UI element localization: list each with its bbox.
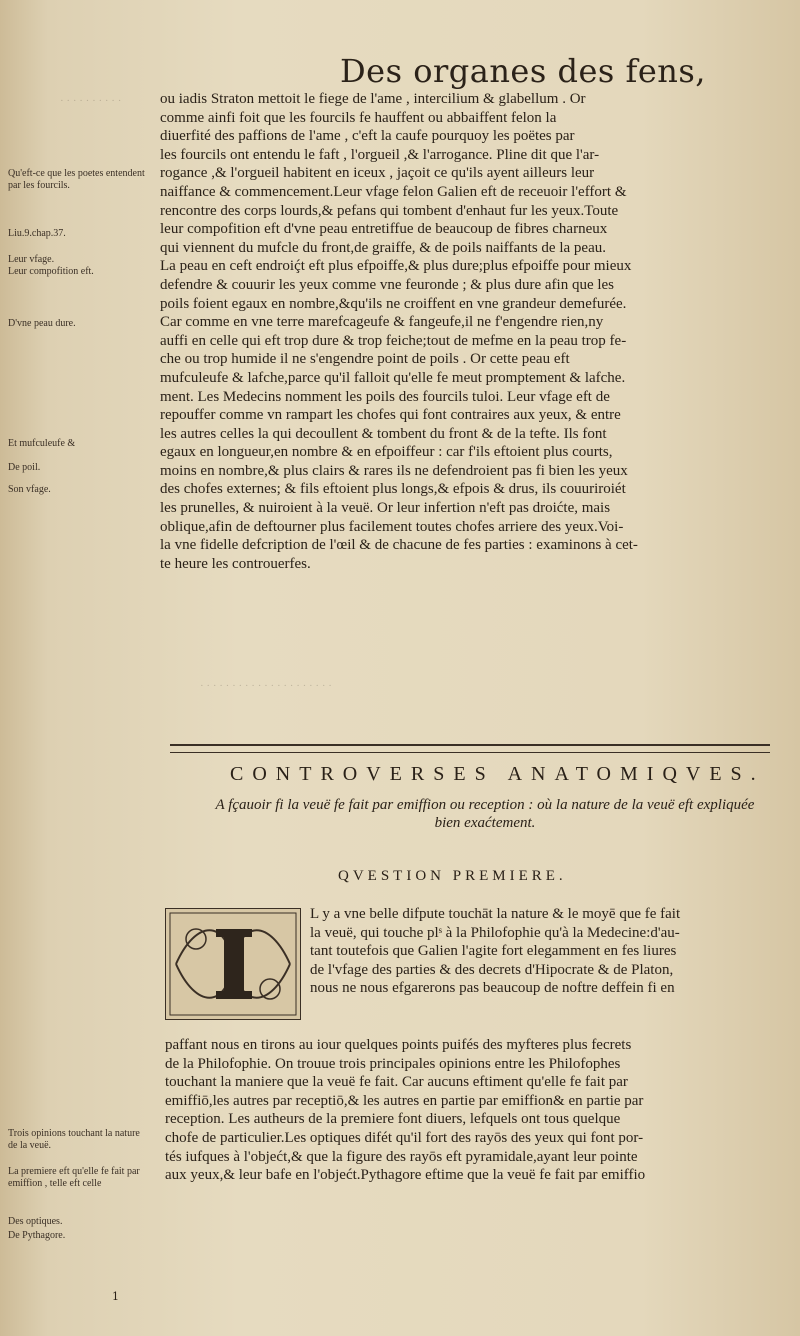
text-line: ou iadis Straton mettoit le fiege de l'ame , intercilium & glabellum . Or xyxy=(160,91,586,107)
margin-note: Leur compofition eft. xyxy=(8,266,94,277)
text-line: oblique,afin de deftourner plus facilement toutes chofes arriere des yeux.Voi- xyxy=(160,518,624,535)
bleed-through-text: · · · · · · · · · · xyxy=(60,95,122,107)
ornament-icon xyxy=(166,909,300,1019)
margin-note: Et mufculeufe & xyxy=(8,438,76,449)
text-line: comme ainfi foit que les fourcils fe hauffent ou abbaiffent felon la xyxy=(160,109,557,126)
text-line: egaux en longueur,en nombre & en efpoiffeur : car f'ils eftoient plus courts, xyxy=(160,444,613,461)
margin-note: De poil. xyxy=(8,462,41,473)
section-rule xyxy=(170,744,770,746)
main-text-block xyxy=(160,90,790,573)
section-subtitle: A fçauoir fi la veuë fe fait par emiffion ou reception : où la nature de la veuë eft expliquée bien exaćtement. xyxy=(215,797,755,831)
text-line: Car comme en vne terre marefcageufe & fangeufe,il ne f'engendre rien,ny xyxy=(160,314,604,331)
question-indented-text xyxy=(310,905,785,998)
text-line: te heure les controuerfes. xyxy=(160,555,311,572)
decorated-initial xyxy=(165,908,301,1020)
text-line: emiffiō,les autres par receptiō,& les autres en partie par emiffion& en partie par xyxy=(165,1092,644,1109)
section-rule xyxy=(170,752,770,753)
text-line: touchant la maniere que la veuë fe fait. Car aucuns eftiment qu'elle fe fait par xyxy=(165,1074,628,1091)
text-line: rogance ,& l'orgueil habitent en iceux , jaçoit ce qu'ils ayent ailleurs leur xyxy=(160,165,595,182)
text-line: La peau en ceft endroiḉt eft plus efpoiffe,& plus dure;plus efpoiffe pour mieux xyxy=(160,258,632,275)
question-full-text xyxy=(165,1036,790,1185)
text-line: mufculeufe & lafche,parce qu'il falloit qu'elle fe meut promptement & lafche. xyxy=(160,369,626,386)
text-line: leur compofition eft d'vne peau entretiffue de beaucoup de fibres charneux xyxy=(160,221,608,238)
text-line: de la Philofophie. On trouue trois principales opinions entre les Philofophes xyxy=(165,1055,621,1072)
text-line: auffi en celle qui eft trop dure & trop feiche;tout de mefme en la peau trop fe- xyxy=(160,332,627,349)
text-line: aux yeux,& leur bafe en l'objećt.Pythagore eftime que la veuë fe fait par emiffio xyxy=(165,1167,646,1184)
text-line: la vne fidelle defcription de l'œil & de chacune de fes parties : examinons à cet- xyxy=(160,537,638,554)
bleed-through-text: · · · · · · · · · · · · · · · · · · · · · xyxy=(200,680,332,692)
margin-note: Leur vfage. xyxy=(8,254,55,265)
running-head: Des organes des fens, xyxy=(340,52,706,90)
text-line: nous ne nous efgarerons pas beaucoup de noftre deffein fi en xyxy=(310,980,675,997)
margin-note: Liu.9.chap.37. xyxy=(8,228,66,239)
text-line: diuerfité des paffions de l'ame , c'eft la caufe pourquoy les poëtes par xyxy=(160,128,575,145)
margin-note: La premiere eft qu'elle fe fait par emiffion , telle eft celle xyxy=(8,1166,140,1189)
text-line: tés iufques à l'objećt,& que la figure des rayōs eft pyramidale,ayant leur pointe xyxy=(165,1148,638,1165)
text-line: rencontre des corps lourds,& pefans qui tombent d'enhaut fur les yeux.Toute xyxy=(160,202,619,219)
section-title: CONTROVERSES ANATOMIQVES. xyxy=(230,763,765,785)
text-line: naiffance & commencement.Leur vfage felon Galien eft de receuoir l'effort & xyxy=(160,183,627,200)
margin-note: De Pythagore. xyxy=(8,1230,66,1241)
text-line: qui viennent du mufcle du front,de graiffe, & de poils naiffants de la peau. xyxy=(160,239,606,256)
text-line: reception. Les autheurs de la premiere font diuers, lefquels ont tous quelque xyxy=(165,1111,621,1128)
text-line: les prunelles, & nuiroient à la veuë. Or leur infertion n'eft pas droićte, mais xyxy=(160,500,611,517)
text-line: de l'vfage des parties & des decrets d'Hipocrate & de Platon, xyxy=(310,961,674,978)
margin-note: Qu'eft-ce que les poetes entendent par les fourcils. xyxy=(8,168,145,191)
text-line: defendre & couurir les yeux comme vne feuronde ; & plus dure afin que les xyxy=(160,276,615,293)
text-line: moins en nombre,& plus clairs & rares ils ne defendroient pas fi bien les yeux xyxy=(160,462,628,479)
question-title: QVESTION PREMIERE. xyxy=(338,868,567,884)
margin-note: Des optiques. xyxy=(8,1216,63,1227)
text-line: L y a vne belle difpute touchāt la nature & le moyē que fe fait xyxy=(310,906,681,922)
margin-note: Son vfage. xyxy=(8,484,51,495)
text-line: paffant nous en tirons au iour quelques points puifés des myfteres plus fecrets xyxy=(165,1037,632,1053)
margin-note: D'vne peau dure. xyxy=(8,318,76,329)
text-line: des chofes externes; & fils eftoient plus longs,& efpois & drus, ils couuriroiét xyxy=(160,481,626,498)
text-line: poils foient egaux en nombre,&qu'ils ne croiffent en vne grandeur demefurée. xyxy=(160,295,627,312)
text-line: tant toutefois que Galien l'agite fort elegamment en fes liures xyxy=(310,943,677,960)
footer-mark: 1 xyxy=(112,1290,119,1303)
text-line: ment. Les Medecins nomment les poils des fourcils tuloi. Leur vfage eft de xyxy=(160,388,610,405)
text-line: les fourcils ont entendu le faft , l'orgueil ,& l'arrogance. Pline dit que l'ar- xyxy=(160,146,600,163)
text-line: chofe de particulier.Les optiques difét qu'il fort des rayōs des yeux qui font por- xyxy=(165,1129,644,1146)
text-line: repouffer comme vn rampart les chofes qui font contraires aux yeux, & entre xyxy=(160,407,621,424)
margin-note: Trois opinions touchant la nature de la veuë. xyxy=(8,1128,140,1151)
text-line: la veuë, qui touche plˢ à la Philofophie qu'à la Medecine:d'au- xyxy=(310,924,680,941)
text-line: che ou trop humide il ne s'engendre point de poils . Or cette peau eft xyxy=(160,351,570,368)
text-line: les autres celles la qui decoullent & tombent du front & de la tefte. Ils font xyxy=(160,425,607,442)
